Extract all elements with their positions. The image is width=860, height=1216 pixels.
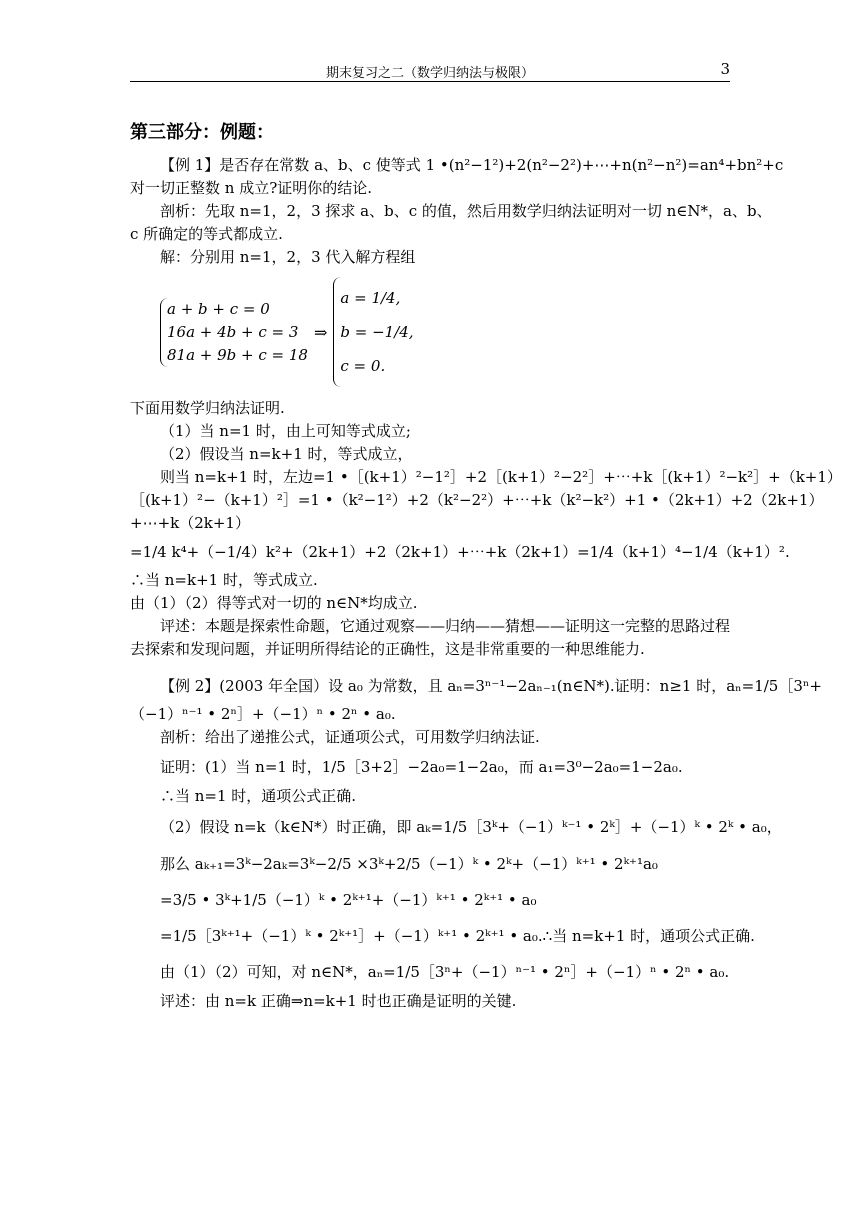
page-header: [130, 62, 730, 82]
system-left: [160, 298, 308, 367]
example2-proof-5: =3/5 • 3ᵏ+1/5（−1）ᵏ • 2ᵏ⁺¹+（−1）ᵏ⁺¹ • 2ᵏ⁺¹ • a₀: [160, 891, 537, 909]
example1-comment-cont: 去探索和发现问题，并证明所得结论的正确性，这是非常重要的一种思维能力.: [130, 640, 645, 658]
solution-b: b = −1/4,: [340, 323, 414, 341]
proof-step-3b: ［(k+1）²−（k+1）²］=1 •（k²−1²）+2（k²−2²）+⋯+k（k²−k²）+1 •（2k+1）+2（2k+1）: [130, 491, 824, 509]
example2-proof-3: （2）假设 n=k（k∈N*）时正确，即 aₖ=1/5［3ᵏ+（−1）ᵏ⁻¹ • 2ᵏ］+（−1）ᵏ • 2ᵏ • a₀，: [160, 818, 782, 836]
proof-step-3d: =1/4 k⁴+（−1/4）k²+（2k+1）+2（2k+1）+⋯+k（2k+1）=1/4（k+1）⁴−1/4（k+1）².: [130, 543, 790, 561]
page-content: [130, 118, 842, 1013]
system-eq-3: 81a + 9b + c = 18: [167, 345, 308, 364]
proof-step-1: （1）当 n=1 时，由上可知等式成立;: [160, 422, 411, 440]
example2-proof-6: =1/5［3ᵏ⁺¹+（−1）ᵏ • 2ᵏ⁺¹］+（−1）ᵏ⁺¹ • 2ᵏ⁺¹ • a₀.∴当 n=k+1 时，通项公式正确.: [160, 927, 755, 945]
example1-conclusion: 由（1）（2）得等式对一切的 n∈N*均成立.: [130, 594, 418, 612]
example1-line1: 【例 1】是否存在常数 a、b、c 使等式 1 •(n²−1²)+2(n²−2²)+⋯+n(n²−n²)=an⁴+bn²+c: [160, 156, 784, 174]
system-eq-1: a + b + c = 0: [167, 299, 270, 318]
proof-step-2: （2）假设当 n=k+1 时，等式成立，: [160, 445, 413, 463]
example2-line1: 【例 2】(2003 年全国）设 a₀ 为常数，且 aₙ=3ⁿ⁻¹−2aₙ₋₁(n∈N*).证明：n≥1 时，aₙ=1/5［3ⁿ+: [160, 677, 822, 695]
section-title: 第三部分：例题：: [130, 122, 274, 143]
example2-proof-4: 那么 aₖ₊₁=3ᵏ−2aₖ=3ᵏ−2/5 ×3ᵏ+2/5（−1）ᵏ • 2ᵏ+（−1）ᵏ⁺¹ • 2ᵏ⁺¹a₀: [160, 855, 658, 873]
equation-system: [160, 273, 730, 391]
solution-a: a = 1/4,: [340, 289, 401, 307]
example1-analysis-cont: c 所确定的等式都成立.: [130, 225, 283, 243]
example2-conclusion: 由（1）（2）可知，对 n∈N*，aₙ=1/5［3ⁿ+（−1）ⁿ⁻¹ • 2ⁿ］+（−1）ⁿ • 2ⁿ • a₀.: [160, 963, 730, 981]
page-number: 3: [720, 60, 730, 78]
system-eq-2: 16a + 4b + c = 3: [167, 322, 299, 341]
solution-c: c = 0.: [340, 357, 386, 375]
example1-comment: 评述：本题是探索性命题，它通过观察——归纳——猜想——证明这一完整的思路过程: [160, 617, 731, 635]
example2-line2: （−1）ⁿ⁻¹ • 2ⁿ］+（−1）ⁿ • 2ⁿ • a₀.: [130, 705, 396, 723]
example2-analysis: 剖析：给出了递推公式，证通项公式，可用数学归纳法证.: [160, 728, 540, 746]
example2-proof-2: ∴当 n=1 时，通项公式正确.: [160, 787, 357, 805]
example2-comment: 评述：由 n=k 正确⇒n=k+1 时也正确是证明的关键.: [160, 992, 517, 1010]
example2-proof-1: 证明：(1）当 n=1 时，1/5［3+2］−2a₀=1−2a₀，而 a₁=3⁰−2a₀=1−2a₀.: [160, 758, 683, 776]
implies-icon: ⇒: [313, 322, 328, 342]
proof-step-3c: +⋯+k（2k+1）: [130, 514, 250, 532]
header-rule: [130, 81, 730, 82]
example1-solve: 解：分别用 n=1，2，3 代入解方程组: [160, 248, 416, 266]
header-title: 期末复习之二（数学归纳法与极限）: [325, 66, 534, 81]
example1-line2: 对一切正整数 n 成立?证明你的结论.: [130, 179, 373, 197]
system-right: [333, 277, 413, 387]
proof-step-4: ∴当 n=k+1 时，等式成立.: [130, 571, 318, 589]
example1-analysis: 剖析：先取 n=1，2，3 探求 a、b、c 的值，然后用数学归纳法证明对一切 n∈N*，a、b、: [160, 202, 772, 220]
proof-step-3a: 则当 n=k+1 时，左边=1 •［(k+1）²−1²］+2［(k+1）²−2²］+⋯+k［(k+1）²−k²］+（k+1）: [160, 468, 842, 486]
proof-intro: 下面用数学归纳法证明.: [130, 399, 285, 417]
